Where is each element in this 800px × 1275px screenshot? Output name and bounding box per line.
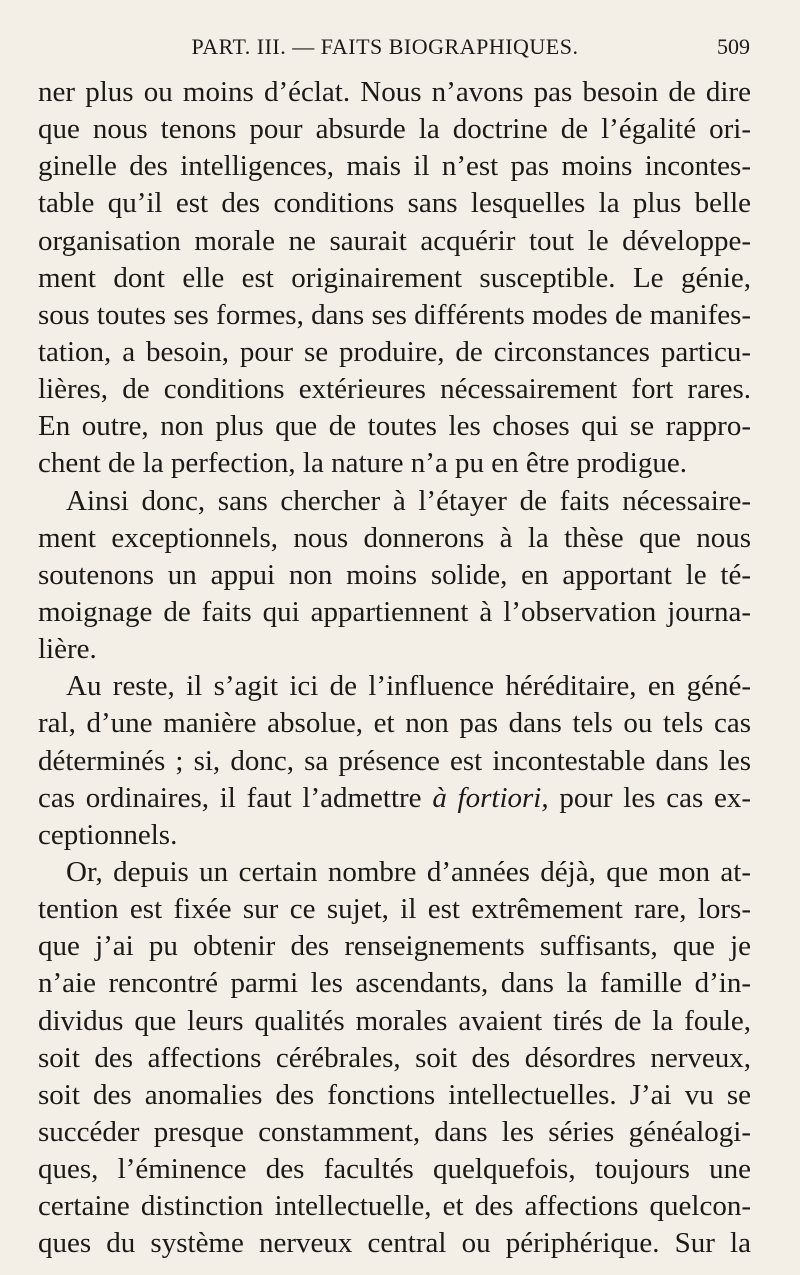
page-header <box>0 30 800 64</box>
text-line: dividus que leurs qualités morales avaient tirés de la foule, <box>38 1004 751 1037</box>
text-line: certaine distinction intellectuelle, et des affections quelcon- <box>38 1190 751 1223</box>
text-line: Au reste, il s’agit ici de l’influence héréditaire, en géné- <box>66 670 751 703</box>
text-line: ques du système nerveux central ou périphérique. Sur la <box>38 1227 751 1260</box>
text-line: ner plus ou moins d’éclat. Nous n’avons pas besoin de dire <box>38 76 751 108</box>
text-line: table qu’il est des conditions sans lesquelles la plus belle <box>38 187 751 220</box>
text-line-mixed <box>38 780 751 817</box>
text-line: soit des anomalies des fonctions intellectuelles. J’ai vu se <box>38 1078 751 1111</box>
text-segment: pour les cas ex- <box>559 781 751 814</box>
text-line: ment dont elle est originairement susceptible. Le génie, <box>38 261 751 294</box>
text-line: ceptionnels. <box>38 818 178 851</box>
text-line: lières, de conditions extérieures nécessairement fort rares. <box>38 373 751 406</box>
text-line: n’aie rencontré parmi les ascendants, dans la famille d’in- <box>38 967 751 1000</box>
text-segment: cas ordinaires, il faut l’admettre <box>38 781 422 814</box>
running-head: PART. III. — FAITS BIOGRAPHIQUES. <box>191 34 579 59</box>
text-line: tation, a besoin, pour se produire, de circonstances particu- <box>38 335 751 368</box>
text-line: lière. <box>38 633 97 666</box>
text-line: ral, d’une manière absolue, et non pas dans tels ou tels cas <box>38 707 751 740</box>
text-line: Or, depuis un certain nombre d’années déjà, que mon at- <box>66 855 751 888</box>
text-line: moignage de faits qui appartiennent à l’observation journa- <box>38 595 751 628</box>
text-line: soit des affections cérébrales, soit des désordres nerveux, <box>38 1041 751 1074</box>
italic-phrase: à fortiori, <box>432 781 549 814</box>
text-line: Ainsi donc, sans chercher à l’étayer de faits nécessaire- <box>66 484 751 517</box>
text-line: déterminés ; si, donc, sa présence est incontestable dans les <box>38 744 751 777</box>
text-line: ginelle des intelligences, mais il n’est pas moins incontes- <box>38 150 751 183</box>
text-line: sous toutes ses formes, dans ses différents modes de manifes- <box>38 298 751 331</box>
page-number: 509 <box>717 34 750 59</box>
text-line: tention est fixée sur ce sujet, il est extrêmement rare, lors- <box>38 893 751 926</box>
text-line: chent de la perfection, la nature n’a pu en être prodigue. <box>38 447 687 480</box>
text-line: soutenons un appui non moins solide, en apportant le té- <box>38 558 751 591</box>
text-line: que j’ai pu obtenir des renseignements suffisants, que je <box>38 930 751 963</box>
text-line: succéder presque constamment, dans les séries généalogi- <box>38 1115 751 1148</box>
text-line: ques, l’éminence des facultés quelquefois, toujours une <box>38 1153 751 1186</box>
text-line: que nous tenons pour absurde la doctrine de l’égalité ori- <box>38 113 751 146</box>
text-line: ment exceptionnels, nous donnerons à la thèse que nous <box>38 521 751 554</box>
text-line: En outre, non plus que de toutes les choses qui se rappro- <box>38 410 751 443</box>
text-line: organisation morale ne saurait acquérir tout le développe- <box>38 224 751 257</box>
body-text <box>38 74 751 1263</box>
